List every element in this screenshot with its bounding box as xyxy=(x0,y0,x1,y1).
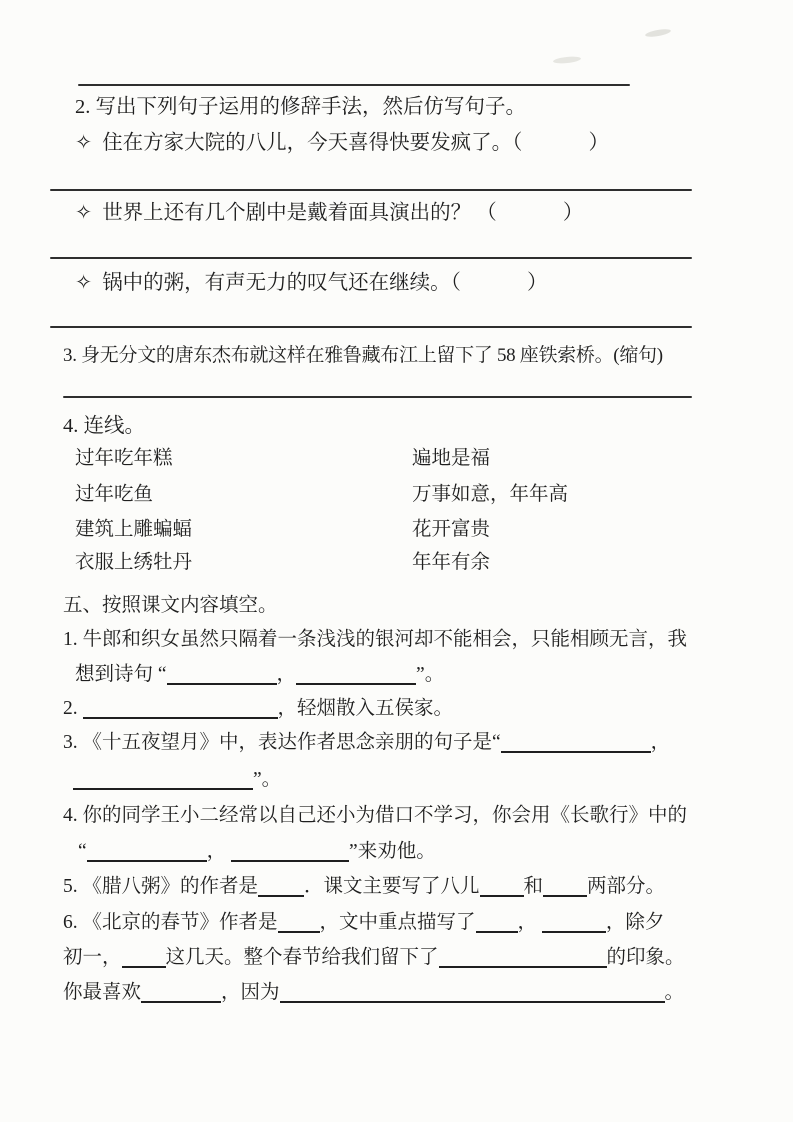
fill-blank xyxy=(480,876,524,898)
q5-3-line2 xyxy=(73,768,281,792)
text-run: ，轻烟散入五侯家。 xyxy=(277,698,454,719)
text-run: ，因为 xyxy=(221,982,280,1003)
text-run: ”。 xyxy=(416,664,445,685)
answer-parens-gap xyxy=(461,274,527,295)
text-run: 两部分。 xyxy=(587,876,666,897)
text-run: ） xyxy=(526,272,548,294)
text-run: ， xyxy=(650,732,671,753)
match-left-item-1 xyxy=(75,447,173,471)
text-run: 6. 《北京的春节》作者是 xyxy=(63,912,278,933)
fill-blank xyxy=(501,732,651,754)
fill-blank xyxy=(476,912,518,934)
scan-smudge-1 xyxy=(645,28,672,38)
four-pointed-star-icon: ✧ xyxy=(75,272,93,294)
text-run: 2. xyxy=(63,698,83,719)
fill-blank xyxy=(258,876,304,898)
fill-blank xyxy=(296,664,416,686)
fill-blank xyxy=(439,947,607,969)
match-right-item-3 xyxy=(412,518,490,542)
q5-2-line xyxy=(63,697,453,721)
text-run: ） xyxy=(588,132,609,154)
text-run: 4. 你的同学王小二经常以自己还小为借口不学习，你会用《长歌行》中的 xyxy=(63,805,688,826)
q3-sentence xyxy=(63,344,663,368)
q5-1-line1 xyxy=(63,628,687,652)
answer-rule-2 xyxy=(50,257,692,259)
fill-blank xyxy=(87,841,207,863)
text-run: ，除夕 xyxy=(605,912,665,933)
q5-5-line xyxy=(63,875,665,899)
q4-heading xyxy=(63,414,145,440)
text-run: 过年吃年糕 xyxy=(75,448,173,469)
text-run: ”来劝他。 xyxy=(349,841,436,862)
match-right-item-1 xyxy=(412,447,490,471)
section5-heading xyxy=(63,594,278,618)
fill-blank xyxy=(167,664,277,686)
text-run: 5. 《腊八粥》的作者是 xyxy=(63,876,259,897)
fill-blank xyxy=(543,876,587,898)
text-run: ．课文主要写了八儿 xyxy=(304,876,480,897)
text-run: 2. 写出下列句子运用的修辞手法，然后仿写句子。 xyxy=(75,96,526,118)
q2-heading xyxy=(75,95,526,121)
text-run: ， xyxy=(206,841,232,862)
match-right-item-2 xyxy=(412,483,568,507)
q5-3-line1 xyxy=(63,731,670,755)
example-sentence-2 xyxy=(75,201,583,227)
text-run: 4. 连线。 xyxy=(63,415,145,437)
example-sentence-3 xyxy=(75,271,547,297)
four-pointed-star-icon: ✧ xyxy=(75,132,93,154)
text-run: 建筑上雕蝙蝠 xyxy=(75,519,193,540)
q5-4-line2 xyxy=(78,840,436,864)
text-run: 3. 《十五夜望月》中，表达作者思念亲朋的句子是“ xyxy=(63,732,501,753)
text-run: 和 xyxy=(523,876,544,897)
text-run: 锅中的粥，有声无力的叹气还在继续。（ xyxy=(102,272,461,294)
answer-rule-4 xyxy=(63,396,692,398)
text-run: “ xyxy=(78,841,87,862)
text-run: 1. 牛郎和织女虽然只隔着一条浅浅的银河却不能相会，只能相顾无言，我 xyxy=(63,629,688,650)
text-run: 。 xyxy=(664,982,685,1003)
text-run: 遍地是福 xyxy=(412,448,491,469)
text-run: 想到诗句 “ xyxy=(75,664,167,685)
q5-1-line2 xyxy=(75,663,444,687)
scan-smudge-2 xyxy=(553,56,581,65)
q5-4-line1 xyxy=(63,804,687,828)
answer-parens-gap xyxy=(522,134,588,155)
text-run: 你最喜欢 xyxy=(63,982,142,1003)
example-sentence-1 xyxy=(75,131,609,157)
text-run: 世界上还有几个剧中是戴着面具演出的？ （ xyxy=(102,202,497,224)
four-pointed-star-icon: ✧ xyxy=(75,202,93,224)
text-run: 年年有余 xyxy=(412,552,491,573)
text-run: 的印象。 xyxy=(606,947,685,968)
text-run: ， xyxy=(276,664,297,685)
text-run: 过年吃鱼 xyxy=(75,484,154,505)
match-left-item-3 xyxy=(75,518,192,542)
answer-rule-1 xyxy=(50,189,692,191)
fill-blank xyxy=(122,947,166,969)
text-run: 花开富贵 xyxy=(412,519,491,540)
text-run: ， xyxy=(517,912,542,933)
text-run: 五、按照课文内容填空。 xyxy=(63,595,278,616)
fill-blank xyxy=(141,982,221,1004)
match-right-item-4 xyxy=(412,551,490,575)
text-run: 住在方家大院的八儿，今天喜得快要发疯了。（ xyxy=(102,132,523,154)
fill-blank xyxy=(73,769,253,791)
q5-6-line1 xyxy=(63,911,664,935)
text-run: ） xyxy=(562,202,584,224)
text-run: 衣服上绣牡丹 xyxy=(75,552,193,573)
text-run: 万事如意，年年高 xyxy=(412,484,569,505)
fill-blank xyxy=(231,841,349,863)
text-run: ”。 xyxy=(253,769,282,790)
q5-6-line3 xyxy=(63,981,684,1005)
fill-blank xyxy=(280,982,665,1004)
answer-parens-gap xyxy=(497,204,563,225)
text-run: 初一， xyxy=(63,947,122,968)
text-run: ，文中重点描写了 xyxy=(319,912,476,933)
fill-blank xyxy=(542,912,606,934)
text-run: 3. 身无分文的唐东杰布就这样在雅鲁藏布江上留下了 58 座铁索桥。(缩句) xyxy=(63,345,663,366)
separator-rule-top xyxy=(78,84,630,86)
match-left-item-4 xyxy=(75,551,192,575)
answer-rule-3 xyxy=(50,326,692,328)
text-run: 这几天。整个春节给我们留下了 xyxy=(165,947,439,968)
match-left-item-2 xyxy=(75,483,153,507)
fill-blank xyxy=(83,698,278,720)
q5-6-line2 xyxy=(63,946,685,970)
fill-blank xyxy=(278,912,320,934)
